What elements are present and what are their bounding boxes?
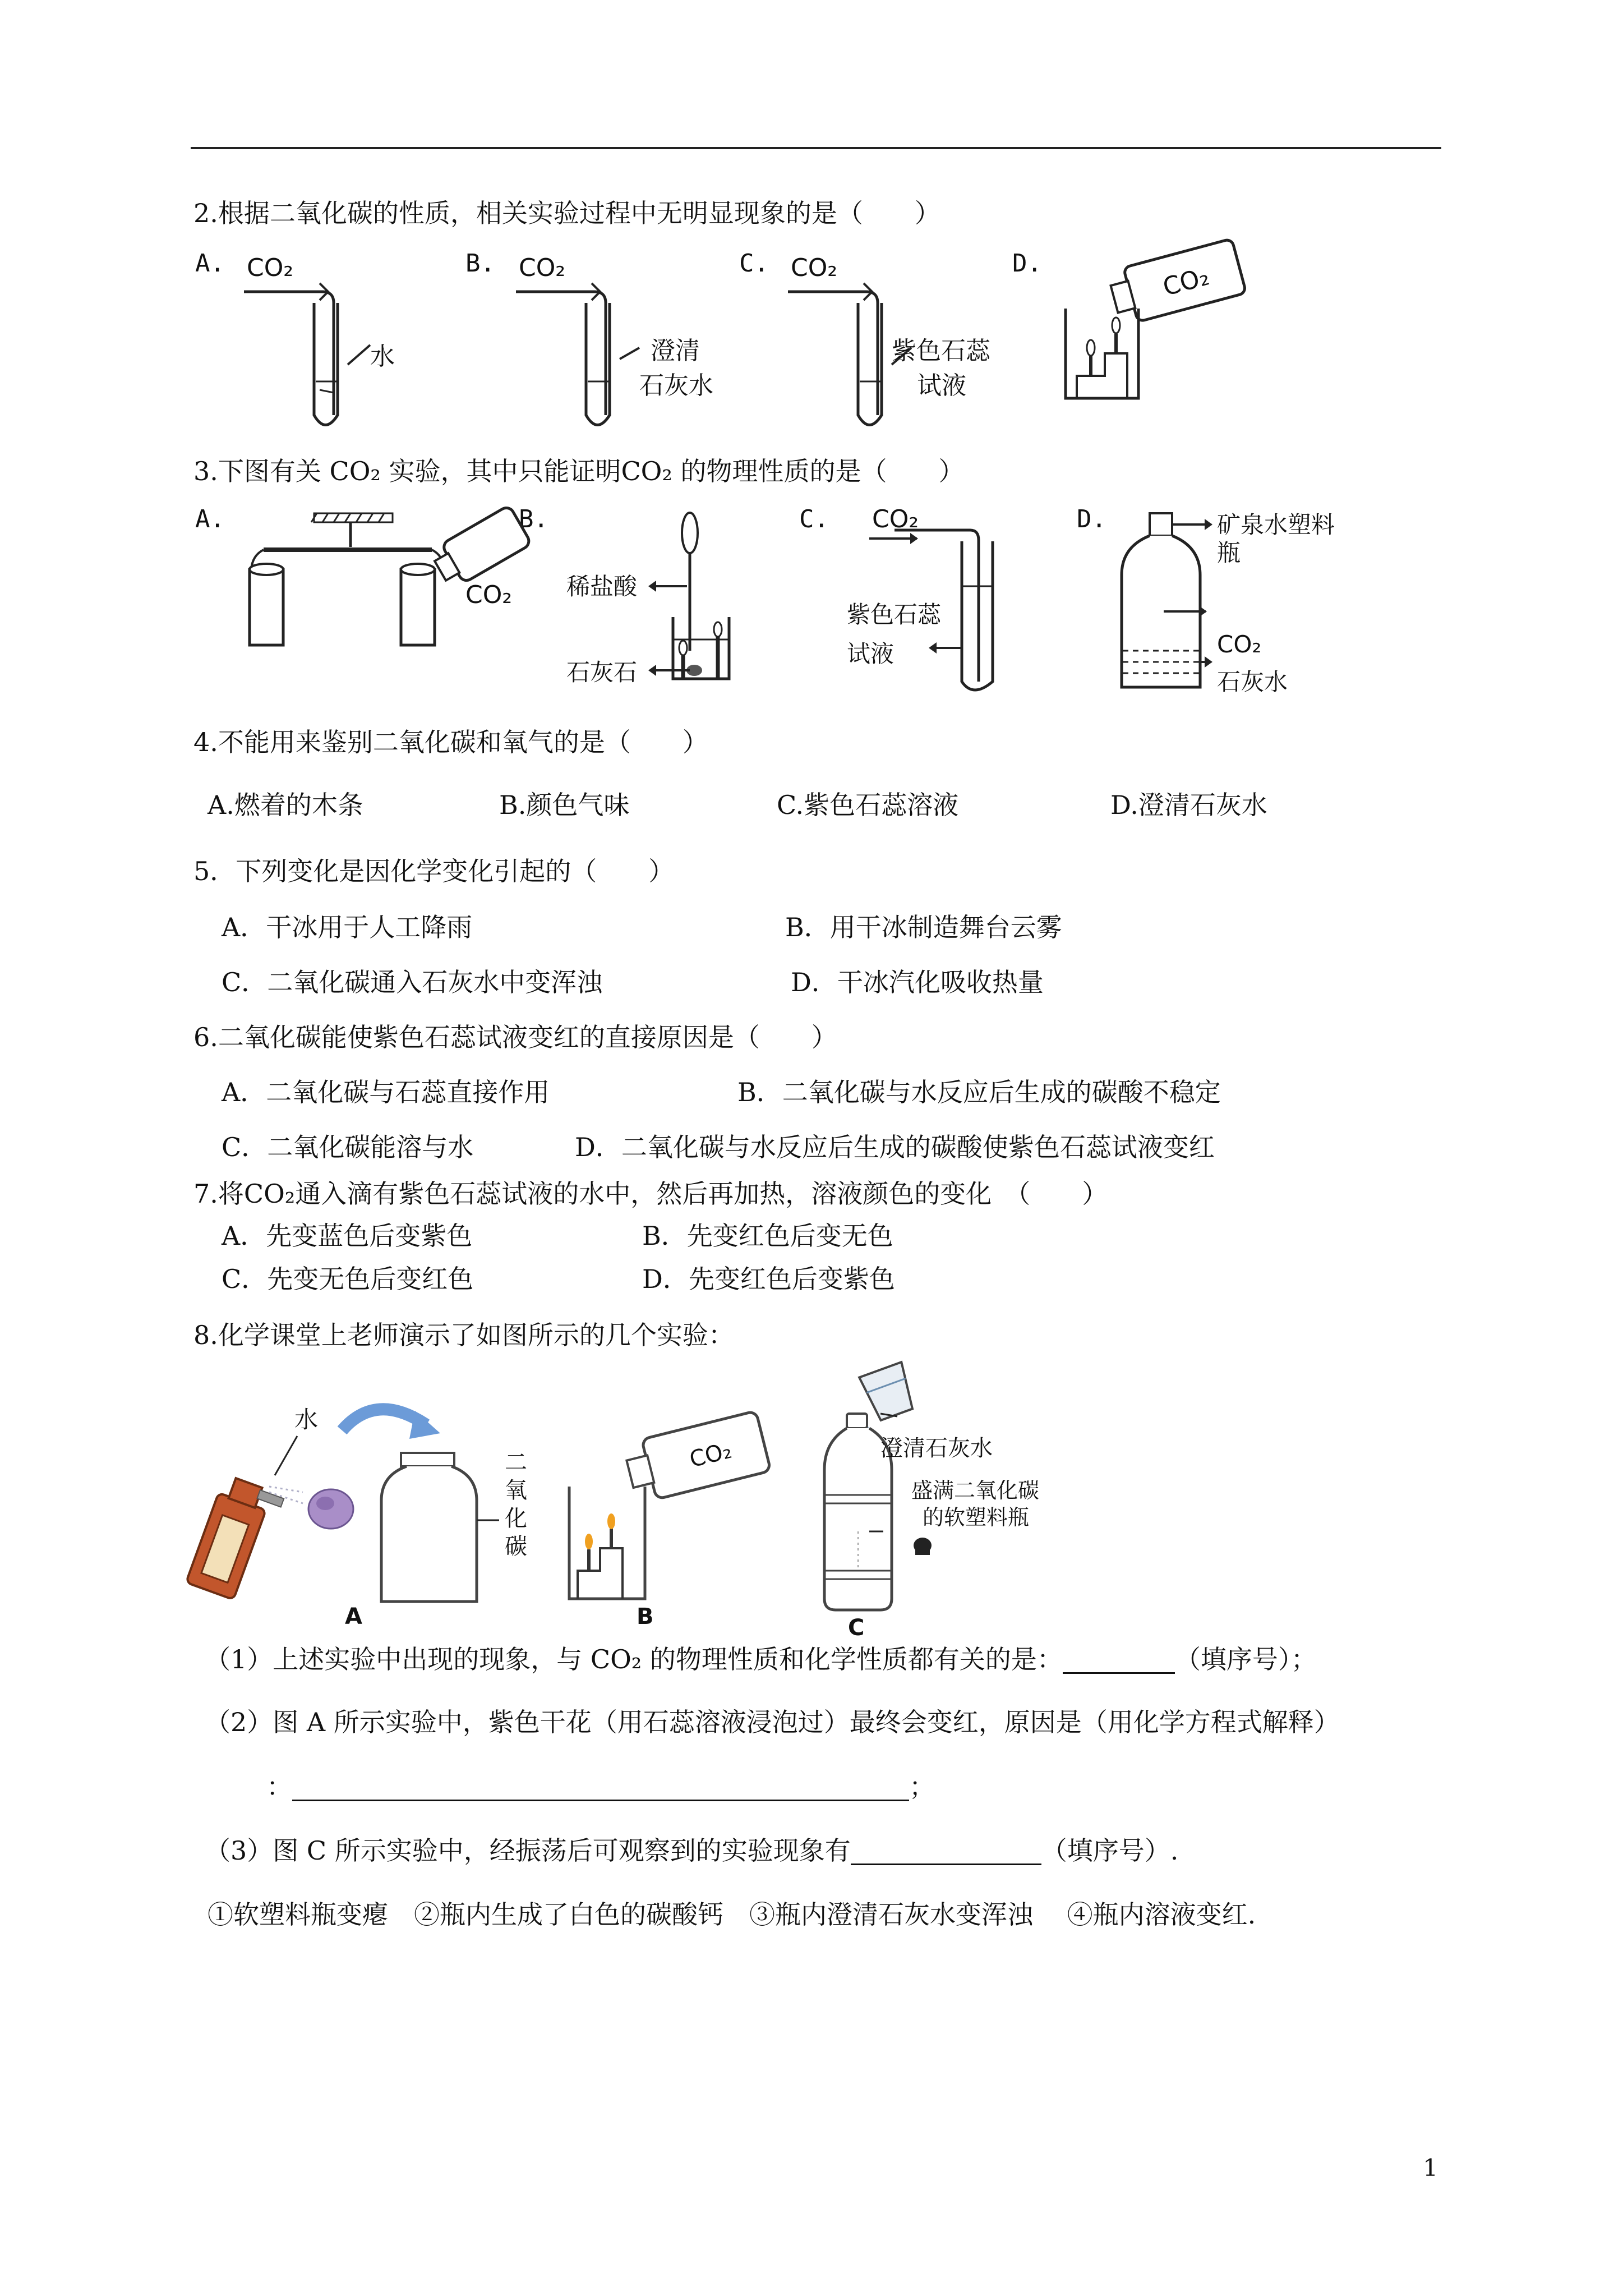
page-number: 1 [1423,2154,1438,2182]
q5-option-c: C．二氧化碳通入石灰水中变浑浊 [222,967,603,997]
q8-sub3-text: （3）图 C 所示实验中，经振荡后可观察到的实验现象有 [205,1835,851,1866]
water-label: 水 [294,1406,319,1433]
co2-label: CO₂ [247,254,293,282]
fig-a-label: A [345,1604,362,1630]
q5-option-a: A．干冰用于人工降雨 [222,912,473,942]
fig-c-label: C [848,1615,865,1641]
gas-label-4: 碳 [505,1534,527,1559]
co2-label: CO₂ [1160,262,1212,302]
co2-label: CO₂ [465,581,512,609]
limestone-label: 石灰石 [566,659,638,686]
q7-option-b: B．先变红色后变无色 [642,1221,893,1251]
q6-option-c: C．二氧化碳能溶与水 [222,1132,474,1162]
q6-stem: 6.二氧化碳能使紫色石蕊试液变红的直接原因是（ ） [193,1022,837,1052]
q7-option-d: D．先变红色后变紫色 [642,1264,895,1294]
q2-label-c: C. [739,249,769,278]
gas-label-3: 化 [505,1506,527,1531]
q8-sub1-answer-blank[interactable] [1063,1646,1175,1674]
q3-fig-a [241,510,533,656]
q4-option-b: B.颜色气味 [499,790,630,820]
q8-sub2: （2）图 A 所示实验中，紫色干花（用石蕊溶液浸泡过）最终会变红，原因是（用化学方程式解释） [205,1707,1340,1737]
gas-label-2: 氧 [505,1478,527,1503]
co2-label: CO₂ [519,254,565,282]
litmus-label-2: 试液 [917,371,966,400]
co2-label: CO₂ [687,1437,735,1473]
limewater-label: 澄清石灰水 [880,1435,993,1461]
q8-choices: ①软塑料瓶变瘪 ②瓶内生成了白色的碳酸钙 ③瓶内澄清石灰水变浑浊 ④瓶内溶液变红. [208,1899,1256,1930]
q8-sub1-tail: （填序号）； [1174,1644,1317,1674]
q2-label-d: D. [1012,249,1042,278]
q2-fig-a [241,247,426,438]
gas-label-1: 二 [505,1450,527,1475]
q8-fig-b [564,1402,777,1630]
q7-option-a: A．先变蓝色后变紫色 [222,1221,473,1251]
q2-fig-d [1054,241,1256,409]
q8-sub3 [205,1835,1179,1866]
q8-fig-a [191,1402,572,1630]
q3-label-c: C. [799,505,829,533]
q3-stem: 3.下图有关 CO₂ 实验，其中只能证明CO₂ 的物理性质的是（ ） [193,456,965,486]
q8-sub3-answer-blank[interactable] [851,1838,1041,1865]
q2-stem: 2.根据二氧化碳的性质，相关实验过程中无明显现象的是（ ） [193,198,940,228]
q7-option-c: C．先变无色后变红色 [222,1264,474,1294]
q8-sub2-answer-blank[interactable] [292,1774,909,1801]
bottle-label-2: 瓶 [1217,539,1241,567]
limewater-label-1: 澄清 [651,337,700,365]
q3-fig-c [844,502,1029,704]
co2-label: CO₂ [872,505,919,533]
litmus-label-1: 紫色石蕊 [847,601,942,628]
water-label: 水 [370,342,395,371]
q4-option-d: D.澄清石灰水 [1110,790,1267,820]
q5-stem: 5．下列变化是因化学变化引起的（ ） [193,856,675,886]
co2-label: CO₂ [791,254,837,282]
q7-stem: 7.将CO₂通入滴有紫色石蕊试液的水中，然后再加热，溶液颜色的变化 （ ） [193,1179,1108,1209]
q3-fig-b [561,510,785,696]
q4-stem: 4.不能用来鉴别二氧化碳和氧气的是（ ） [193,727,708,757]
q8-sub1 [205,1646,1317,1674]
q8-sub2-tail: ； [909,1772,935,1802]
hcl-label: 稀盐酸 [566,573,638,600]
bottle-label-1: 盛满二氧化碳 [911,1478,1040,1503]
q8-sub1-text: （1）上述实验中出现的现象，与 CO₂ 的物理性质和化学性质都有关的是： [205,1644,1063,1674]
q2-label-b: B. [465,249,495,278]
q2-fig-b [513,247,715,438]
q3-label-d: D. [1077,505,1106,533]
litmus-label-2: 试液 [847,640,895,668]
q4-option-c: C.紫色石蕊溶液 [777,790,959,820]
q3-fig-d [1116,502,1374,704]
q3-label-a: A. [195,505,225,533]
q5-option-d: D．干冰汽化吸收热量 [791,967,1044,997]
fig-b-label: B [637,1604,654,1630]
q6-option-b: B．二氧化碳与水反应后生成的碳酸不稳定 [737,1077,1221,1107]
q8-fig-c [813,1363,1082,1641]
q5-option-b: B．用干冰制造舞台云雾 [785,912,1062,942]
limewater-label-2: 石灰水 [639,371,713,400]
q6-option-a: A．二氧化碳与石蕊直接作用 [222,1077,550,1107]
q8-sub2-prefix: ： [266,1772,292,1802]
limewater-label: 石灰水 [1217,668,1288,696]
litmus-label-1: 紫色石蕊 [892,337,990,365]
co2-label: CO₂ [1217,631,1262,658]
q4-option-a: A.燃着的木条 [208,790,363,820]
q3-label-b: B. [519,505,548,533]
q8-sub2-answer [266,1774,935,1801]
q8-stem: 8.化学课堂上老师演示了如图所示的几个实验： [193,1320,734,1350]
q2-fig-c [785,247,998,438]
q8-sub3-tail: （填序号）. [1041,1835,1179,1866]
q2-label-a: A. [195,249,225,278]
bottle-label-1: 矿泉水塑料 [1217,511,1335,539]
bottle-label-2: 的软塑料瓶 [923,1505,1030,1530]
q6-option-d: D．二氧化碳与水反应后生成的碳酸使紫色石蕊试液变红 [575,1132,1215,1162]
header-rule [191,147,1441,149]
